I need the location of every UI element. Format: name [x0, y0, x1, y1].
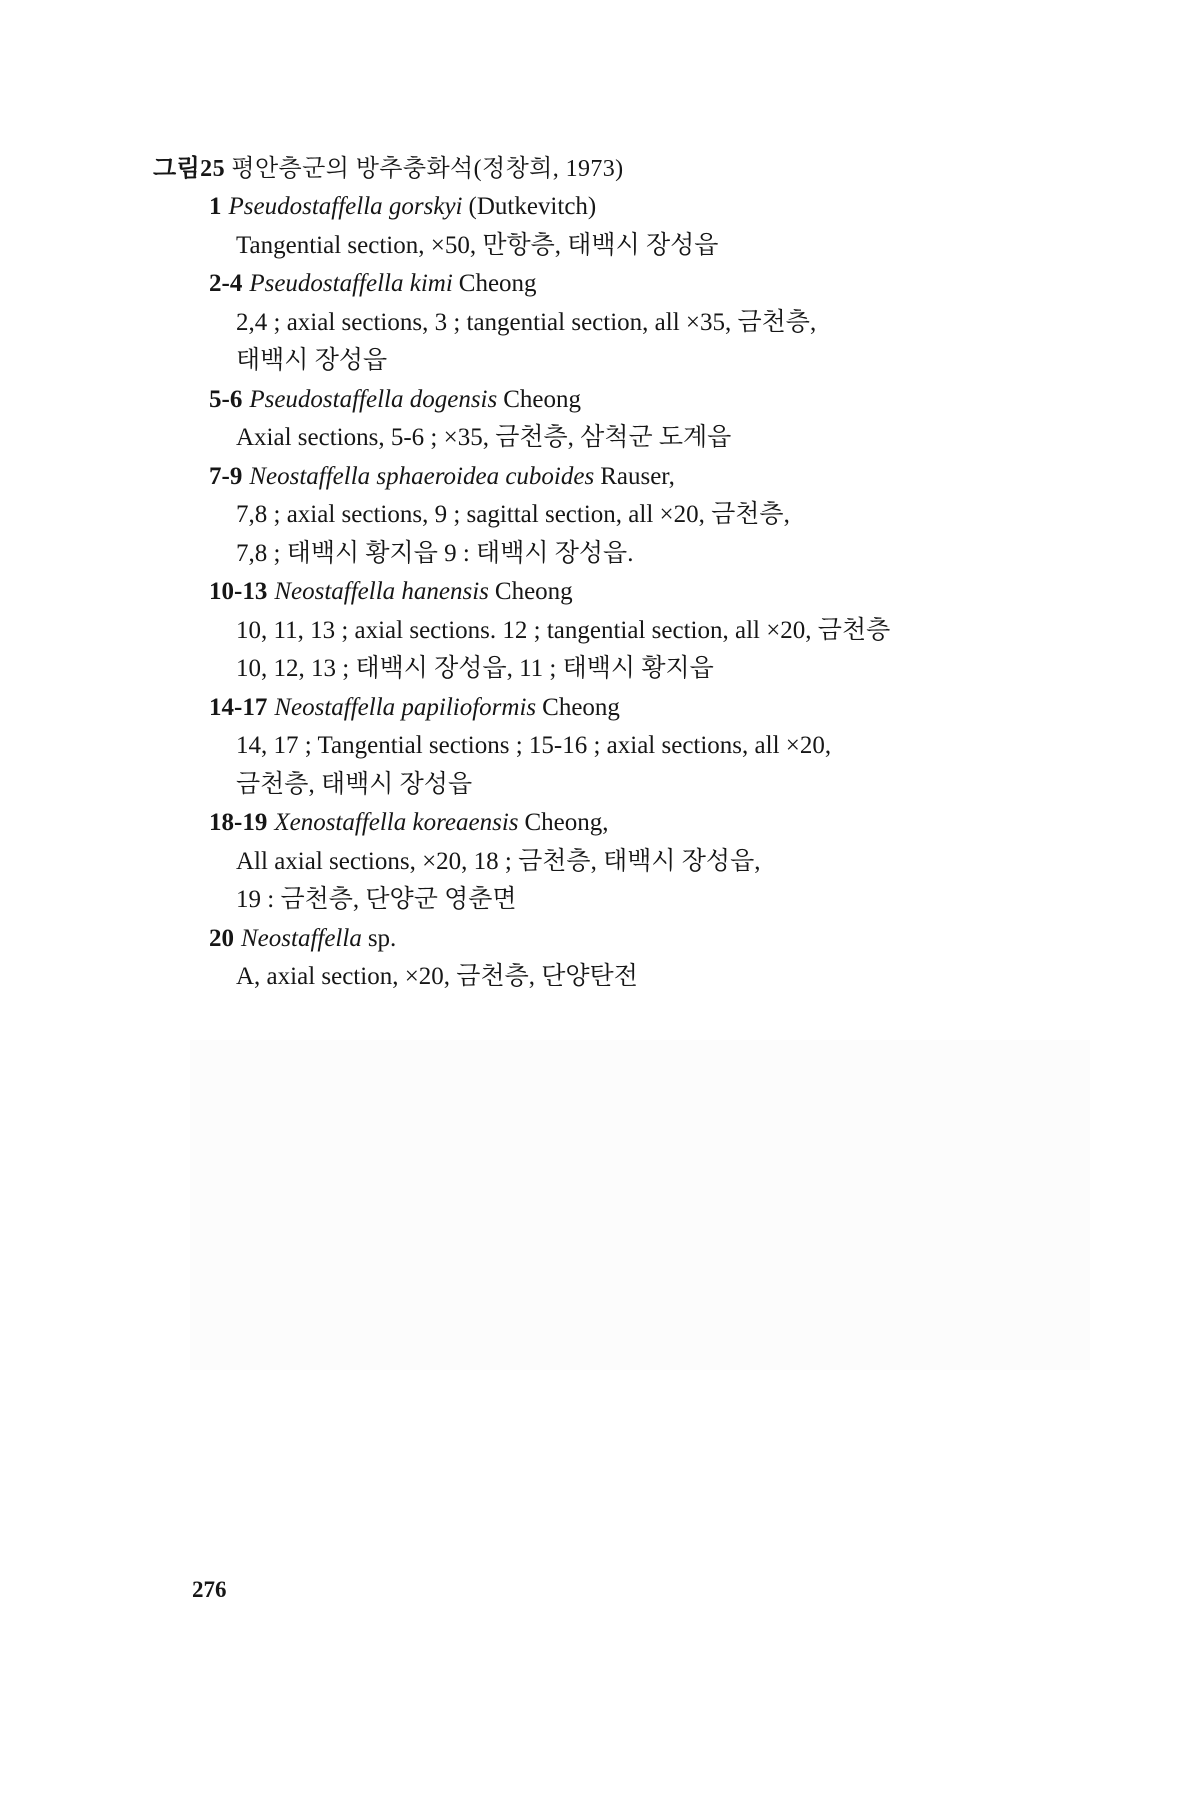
entry-description-line: 14, 17 ; Tangential sections ; 15-16 ; axial sections, all ×20,: [236, 732, 832, 759]
entry-range: 2-4: [209, 270, 243, 297]
entry-description-line: Axial sections, 5-6 ; ×35, 금천층, 삼척군 도계읍: [236, 424, 732, 451]
entry-range: 5-6: [209, 385, 243, 413]
entry-author: Cheong: [458, 270, 537, 297]
entry-author: Rauser,: [600, 462, 675, 490]
entry-taxon: Neostaffella papilioformis: [274, 693, 537, 721]
figure-caption: [153, 150, 1053, 997]
entry-author: Cheong: [542, 693, 620, 721]
entry-taxon: Pseudostaffella gorskyi: [228, 193, 463, 220]
caption-citation: (정창희, 1973): [473, 156, 624, 182]
entry-taxon: Neostaffella hanensis: [274, 578, 489, 605]
entry-author: sp.: [367, 924, 397, 952]
entry-range: 7-9: [209, 462, 243, 490]
caption-title: [153, 150, 1053, 188]
figure-label: 그림25: [153, 156, 225, 182]
scan-shading: [190, 1040, 1090, 1370]
entry-taxon: Pseudostaffella dogensis: [249, 385, 498, 413]
entry-description-line: 10, 11, 13 ; axial sections. 12 ; tangential section, all ×20, 금천층: [236, 616, 891, 644]
entry-author: Cheong: [503, 385, 582, 413]
entry-heading: [209, 188, 1053, 227]
entry-range: 20: [209, 924, 234, 952]
entry-heading: [209, 689, 1053, 728]
caption-entry: [209, 689, 1053, 805]
entry-range: 1: [209, 193, 222, 220]
page-number: 276: [192, 1577, 227, 1602]
entry-taxon: Xenostaffella koreaensis: [274, 809, 519, 836]
entry-description-line: 태백시 장성읍: [236, 347, 388, 374]
entry-taxon: Pseudostaffella kimi: [249, 270, 453, 297]
caption-entry: [209, 804, 1053, 920]
caption-entry: [209, 920, 1053, 997]
entry-description-line: 10, 12, 13 ; 태백시 장성읍, 11 ; 태백시 황지읍: [236, 655, 714, 682]
entry-range: 18-19: [209, 809, 268, 836]
caption-entry: [209, 265, 1053, 381]
caption-entry: [209, 188, 1053, 265]
entry-heading: [209, 804, 1053, 843]
entry-description-line: 금천층, 태백시 장성읍: [236, 770, 473, 798]
entry-description-line: 7,8 ; 태백시 황지읍 9 : 태백시 장성읍.: [236, 539, 634, 567]
entry-taxon: Neostaffella sphaeroidea cuboides: [249, 462, 595, 490]
entry-description-line: All axial sections, ×20, 18 ; 금천층, 태백시 장성읍,: [236, 847, 761, 875]
caption-title-korean: 평안층군의 방추충화석: [231, 156, 474, 182]
entry-description-line: 19 : 금천층, 단양군 영춘면: [236, 886, 517, 913]
caption-entry: [209, 573, 1053, 689]
entry-heading: [209, 573, 1053, 612]
entry-description-line: 2,4 ; axial sections, 3 ; tangential section, all ×35, 금천층,: [236, 308, 817, 336]
entry-heading: [209, 265, 1053, 304]
caption-entry: [209, 381, 1053, 458]
entry-taxon: Neostaffella: [241, 924, 362, 952]
entry-heading: [209, 920, 1053, 959]
entry-description-line: Tangential section, ×50, 만항층, 태백시 장성읍: [236, 231, 719, 259]
entry-author: (Dutkevitch): [468, 193, 597, 220]
entry-author: Cheong: [494, 578, 573, 605]
caption-entry: [209, 458, 1053, 574]
entry-heading: [209, 458, 1053, 497]
entry-description-line: A, axial section, ×20, 금천층, 단양탄전: [236, 963, 638, 990]
entry-range: 14-17: [209, 693, 268, 721]
entry-description-line: 7,8 ; axial sections, 9 ; sagittal section, all ×20, 금천층,: [236, 501, 790, 528]
entry-heading: [209, 381, 1053, 420]
entry-author: Cheong,: [524, 809, 609, 836]
entry-range: 10-13: [209, 578, 268, 605]
